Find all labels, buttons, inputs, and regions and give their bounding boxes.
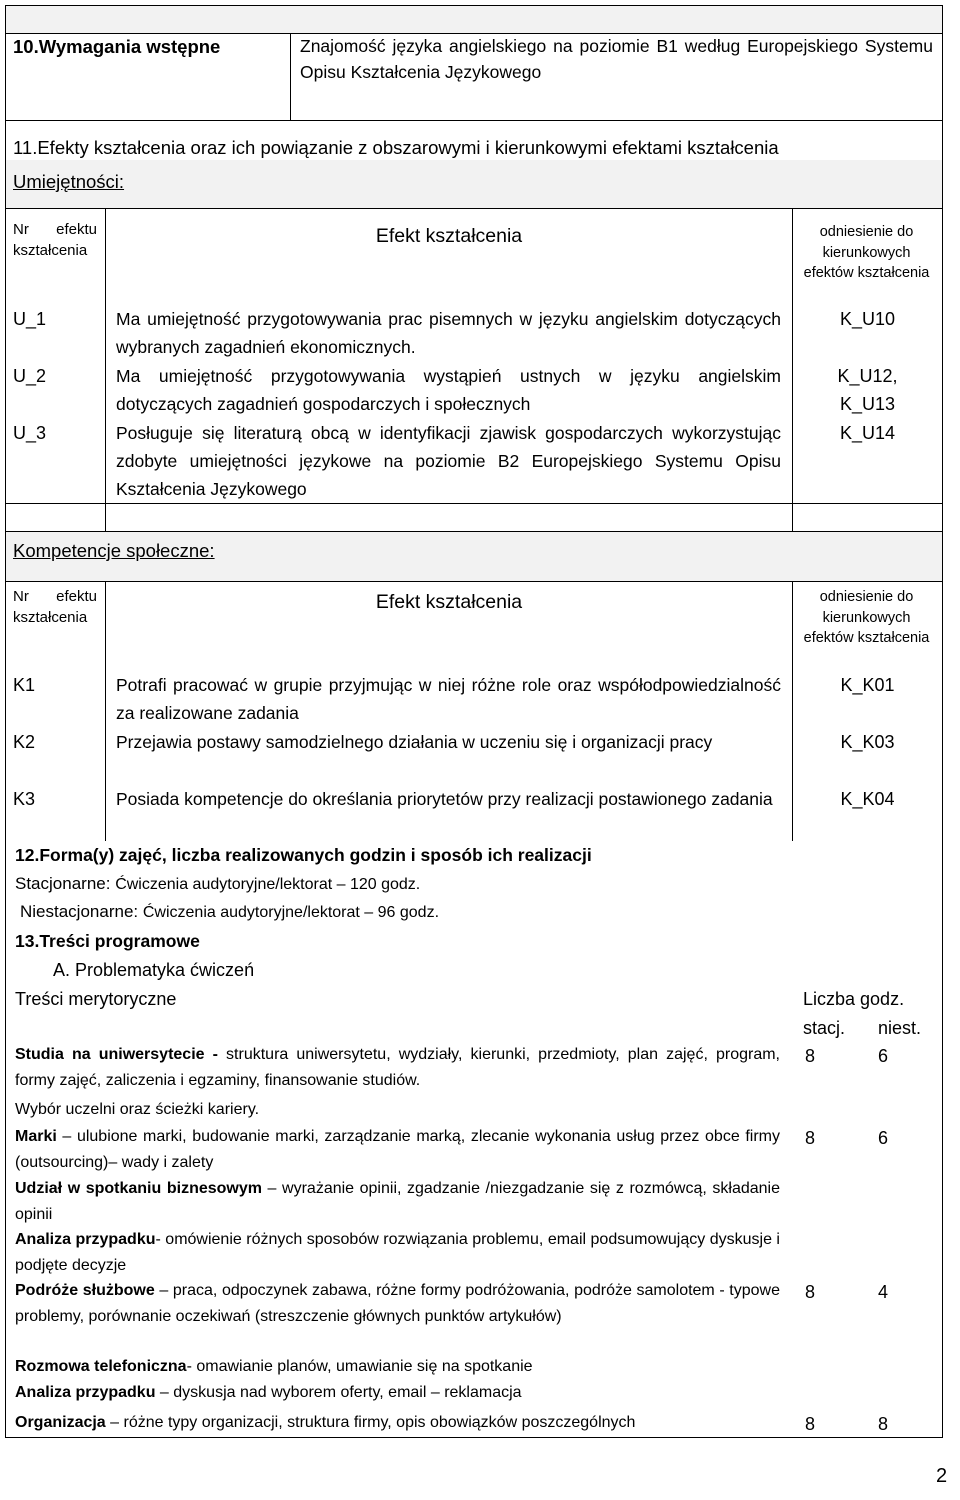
full-time-label: Stacjonarne: — [15, 874, 111, 893]
hours-stacj: 8 — [805, 1128, 816, 1148]
section-12-title: 12.Forma(y) zajęć, liczba realizowanych godzin i sposób ich realizacji — [15, 845, 592, 865]
hours-header: Liczba godz. — [803, 989, 905, 1009]
social-text: Posiada kompetencje do określania priorytetów przy realizacji postawionego zadania — [116, 789, 773, 809]
content-item-title: Marki — [15, 1128, 57, 1145]
content-item-text: struktura uniwersytetu, wydziały, kierunki, przedmioty, plan zajęć, program, formy zajęć, zaliczenia i egzaminy, finansowanie studiów. — [15, 1046, 780, 1089]
rule — [5, 1437, 943, 1438]
hours-stacj: 8 — [805, 1282, 816, 1302]
content-item-text: – wyrażanie opinii, zgadzanie /niezgadzanie się z rozmówcą, składanie opinii — [15, 1180, 780, 1223]
content-item — [15, 1278, 780, 1329]
rule — [105, 208, 106, 531]
hours-niest: 6 — [878, 1128, 889, 1148]
content-item-text: – różne typy organizacji, struktura firmy, opis obowiązków poszczególnych — [105, 1414, 636, 1431]
content-item-title: Podróże służbowe — [15, 1282, 155, 1299]
section-13-title: 13.Treści programowe — [15, 931, 200, 951]
hours-stacj: 8 — [805, 1414, 816, 1434]
hours-niest: 6 — [878, 1046, 889, 1066]
skill-text: Posługuje się literaturą obcą w identyfikacji zjawisk gospodarczych wykorzystując zdobyte umiejętności językowe na poziomie B2 Europejskiego Systemu Opisu Kształcenia Językowego — [116, 423, 781, 499]
content-item — [15, 1097, 259, 1123]
content-item-title: Rozmowa telefoniczna — [15, 1358, 187, 1375]
social-ref: K_K01 — [840, 675, 895, 695]
page-number: 2 — [936, 1465, 948, 1487]
content-item — [15, 1176, 780, 1227]
content-item-text: Wybór uczelni oraz ścieżki kariery. — [15, 1101, 260, 1118]
content-item — [15, 1042, 780, 1093]
requirements-text: Znajomość języka angielskiego na poziomie B1 według Europejskiego Systemu Opisu Kształcenia Językowego — [300, 36, 933, 82]
rule — [5, 5, 943, 6]
col-ref-header: odniesienie do kierunkowych efektów kształcenia — [803, 224, 930, 281]
hours-niest: 8 — [878, 1414, 889, 1434]
skill-id: U_1 — [13, 309, 47, 329]
content-item-text: - omówienie różnych sposobów rozwiązania problemu, email podsumowujący dyskusje i podjęte decyzje — [15, 1231, 780, 1274]
content-item — [15, 1227, 780, 1278]
content-header: Treści merytoryczne — [15, 989, 177, 1009]
skill-ref: K_U12, K_U13 — [837, 366, 898, 414]
hours-stacj: 8 — [805, 1046, 816, 1066]
skill-ref: K_U14 — [839, 423, 896, 443]
content-item-text: – dyskusja nad wyborem oferty, email – reklamacja — [155, 1384, 522, 1401]
social-id: K3 — [13, 789, 36, 809]
rule — [792, 208, 793, 531]
content-item — [15, 1410, 635, 1436]
content-item — [15, 1380, 522, 1406]
top-blank-row — [5, 5, 943, 33]
col-nr-header: Nr efektu kształcenia — [13, 588, 97, 626]
skills-heading-background — [5, 160, 943, 208]
social-text: Przejawia postawy samodzielnego działania w uczeniu się i organizacji pracy — [116, 732, 713, 752]
skills-heading: Umiejętności: — [13, 171, 125, 192]
social-heading: Kompetencje społeczne: — [13, 540, 215, 561]
full-time-value: Ćwiczenia audytoryjne/lektorat – 120 godz. — [115, 876, 421, 893]
skill-text: Ma umiejętność przygotowywania prac pisemnych w języku angielskim dotyczących wybranych zagadnień ekonomicznych. — [116, 309, 781, 357]
section-13-subtitle: A. Problematyka ćwiczeń — [53, 960, 255, 980]
part-time-value: Ćwiczenia audytoryjne/lektorat – 96 godz. — [142, 904, 440, 921]
content-item-text: – ulubione marki, budowanie marki, zarządzanie marką, zlecanie wykonania usług przez obce firmy (outsourcing)– wady i zalety — [15, 1128, 780, 1171]
content-item-title: Udział w spotkaniu biznesowym — [15, 1180, 262, 1197]
skill-ref: K_U10 — [839, 309, 896, 329]
social-id: K1 — [13, 675, 36, 695]
content-item — [15, 1124, 780, 1175]
content-item — [15, 1354, 533, 1380]
rule — [5, 208, 943, 209]
content-item-title: Studia na uniwersytecie - — [15, 1046, 218, 1063]
content-item-title: Organizacja — [15, 1414, 106, 1431]
requirements-label: 10.Wymagania wstępne — [13, 36, 221, 57]
part-time-line — [20, 898, 439, 926]
content-item-text: - omawianie planów, umawianie się na spotkanie — [186, 1358, 533, 1375]
hours-stacj-header: stacj. — [803, 1018, 846, 1038]
rule — [105, 581, 106, 841]
rule — [5, 531, 943, 532]
social-id: K2 — [13, 732, 36, 752]
rule — [290, 33, 291, 121]
hours-niest: 4 — [878, 1282, 889, 1302]
col-ref-header: odniesienie do kierunkowych efektów kształcenia — [803, 589, 930, 646]
full-time-line — [15, 870, 420, 898]
content-item-text: – praca, odpoczynek zabawa, różne formy podróżowania, podróże samolotem - typowe problemy, porównanie oczekiwań (streszczenie głównych punktów artykułów) — [15, 1282, 781, 1325]
rule — [5, 120, 943, 121]
part-time-label: Niestacjonarne: — [20, 902, 139, 921]
skill-id: U_2 — [13, 366, 47, 386]
skill-id: U_3 — [13, 423, 47, 443]
content-item-title: Analiza przypadku — [15, 1231, 156, 1248]
social-text: Potrafi pracować w grupie przyjmując w niej różne role oraz współodpowiedzialność za realizowane zadania — [116, 675, 781, 723]
col-effect-header: Efekt kształcenia — [375, 591, 523, 613]
table-border-left — [5, 5, 6, 1438]
skill-text: Ma umiejętność przygotowywania wystąpień ustnych w języku angielskim dotyczących zagadnień gospodarczych i społecznych — [116, 366, 781, 414]
rule — [5, 581, 943, 582]
content-item-title: Analiza przypadku — [15, 1384, 156, 1401]
rule — [5, 503, 943, 504]
hours-niest-header: niest. — [878, 1018, 922, 1038]
col-nr-header: Nr efektu kształcenia — [13, 221, 97, 259]
section-11-title: 11.Efekty kształcenia oraz ich powiązanie z obszarowymi i kierunkowymi efektami kształcenia — [13, 137, 779, 158]
table-border-right — [942, 5, 943, 1438]
social-ref: K_K04 — [840, 789, 895, 809]
col-effect-header: Efekt kształcenia — [375, 225, 523, 247]
social-ref: K_K03 — [840, 732, 895, 752]
